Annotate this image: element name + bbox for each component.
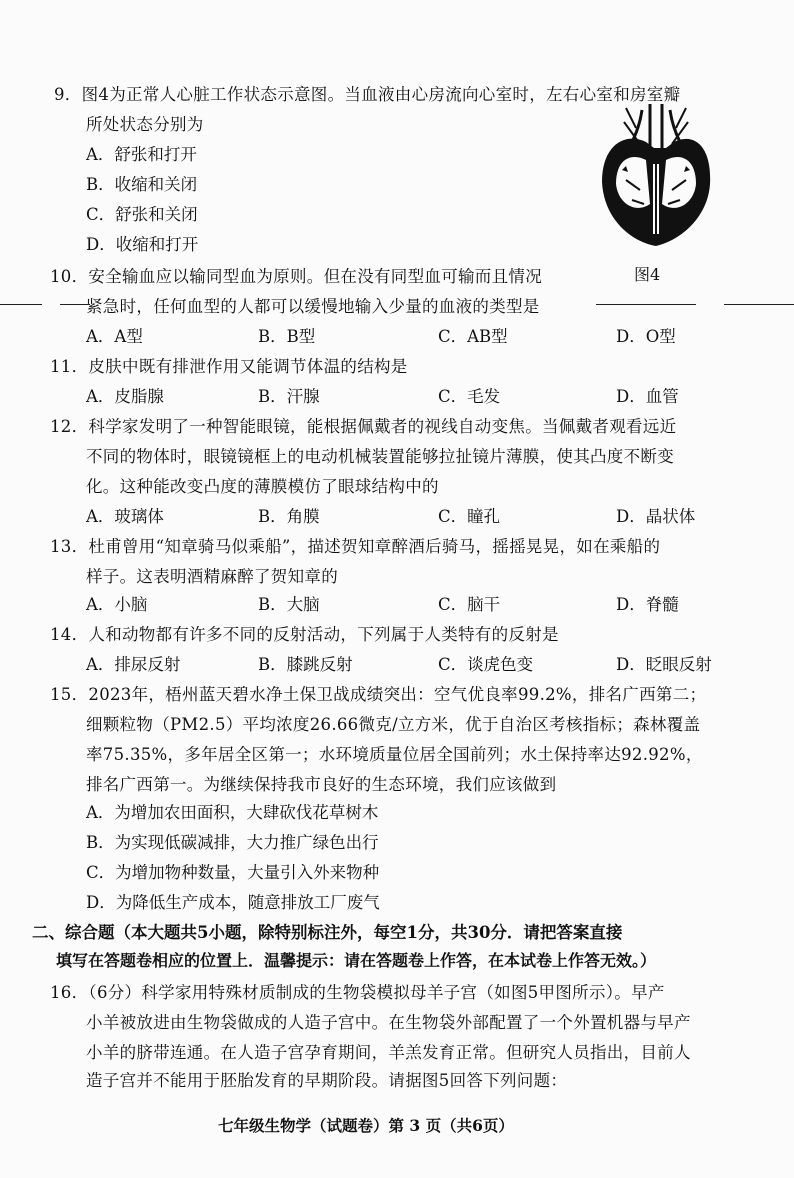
q13-stem-line1: 13．杜甫曾用“知章骑马似乘船”，描述贺知章醉酒后骑马，摇摇晃晃，如在乘船的: [50, 537, 661, 556]
page-footer: 七年级生物学（试题卷）第 3 页（共6页）: [218, 1116, 514, 1135]
q15-stem-line3: 率75.35%，多年居全区第一；水环境质量位居全国前列；水土保持率达92.92%，: [86, 745, 703, 764]
fold-line-left: [0, 304, 42, 305]
q16-stem-line3: 小羊的脐带连通。在人造子宫孕育期间，羊羔发育正常。但研究人员指出，目前人: [86, 1043, 691, 1062]
q14-option-c: C．谈虎色变: [438, 655, 534, 674]
q15-stem-line2: 细颗粒物（PM2.5）平均浓度26.66微克/立方米，优于自治区考核指标；森林覆盖: [86, 715, 701, 734]
q11-stem-line1: 11．皮肤中既有排泄作用又能调节体温的结构是: [50, 357, 408, 376]
q9-stem-line1: 9．图4为正常人心脏工作状态示意图。当血液由心房流向心室时，左右心室和房室瓣: [54, 85, 681, 104]
q13-option-c: C．脑干: [438, 595, 501, 614]
q11-option-d: D．血管: [616, 387, 679, 406]
q12-stem-line2: 不同的物体时，眼镜镜框上的电动机械装置能够拉扯镜片薄膜，使其凸度不断变: [86, 447, 674, 466]
q9-option-b: B．收缩和关闭: [86, 175, 198, 194]
q16-stem-line1: 16．（6分）科学家用特殊材质制成的生物袋模拟母羊子宫（如图5甲图所示）。早产: [50, 983, 665, 1002]
q13-option-b: B．大脑: [258, 595, 320, 614]
q16-stem-line2: 小羊被放进由生物袋做成的人造子宫中。在生物袋外部配置了一个外置机器与早产: [86, 1013, 691, 1032]
q10-option-b: B．B型: [258, 327, 316, 346]
q9-stem-line2: 所处状态分别为: [86, 115, 204, 134]
q11-option-b: B．汗腺: [258, 387, 320, 406]
q12-option-d: D．晶状体: [616, 507, 696, 526]
q12-option-c: C．瞳孔: [438, 507, 501, 526]
q12-option-a: A．玻璃体: [86, 507, 164, 526]
q11-option-a: A．皮脂腺: [86, 387, 164, 406]
heart-diagram-figure: [596, 104, 716, 250]
q15-stem-line4: 排名广西第一。为继续保持我市良好的生态环境，我们应该做到: [86, 775, 557, 794]
section2-heading-line2: 填写在答题卷相应的位置上．温馨提示：请在答题卷上作答，在本试卷上作答无效。）: [56, 951, 657, 970]
q12-stem-line3: 化。这种能改变凸度的薄膜模仿了眼球结构中的: [86, 477, 439, 496]
q10-option-c: C．AB型: [438, 327, 508, 346]
q14-option-b: B．膝跳反射: [258, 655, 353, 674]
q15-option-b: B．为实现低碳减排，大力推广绿色出行: [86, 833, 379, 852]
figure-4-label: 图4: [634, 265, 661, 284]
q14-option-a: A．排尿反射: [86, 655, 181, 674]
q11-option-c: C．毛发: [438, 387, 501, 406]
q15-option-a: A．为增加农田面积，大肆砍伐花草树木: [86, 803, 379, 822]
q12-stem-line1: 12．科学家发明了一种智能眼镜，能根据佩戴者的视线自动变焦。当佩戴者观看远近: [50, 417, 677, 436]
q14-option-d: D．眨眼反射: [616, 655, 712, 674]
fold-line-right: [596, 304, 696, 305]
q13-option-a: A．小脑: [86, 595, 148, 614]
q13-option-d: D．脊髓: [616, 595, 679, 614]
q13-stem-line2: 样子。这表明酒精麻醉了贺知章的: [86, 567, 338, 586]
q14-stem-line1: 14．人和动物都有许多不同的反射活动，下列属于人类特有的反射是: [50, 625, 559, 644]
q15-stem-line1: 15．2023年，梧州蓝天碧水净土保卫战成绩突出：空气优良率99.2%，排名广西第二；: [50, 685, 707, 704]
q9-option-a: A．舒张和打开: [86, 145, 197, 164]
q10-stem-line2: 紧急时，任何血型的人都可以缓慢地输入少量的血液的类型是: [86, 297, 540, 316]
fold-line-edge: [724, 304, 794, 305]
q10-option-a: A．A型: [86, 327, 143, 346]
q12-option-b: B．角膜: [258, 507, 320, 526]
q16-stem-line4: 造子宫并不能用于胚胎发育的早期阶段。请据图5回答下列问题：: [86, 1071, 568, 1090]
q9-option-c: C．舒张和关闭: [86, 205, 198, 224]
q10-option-d: D．O型: [616, 327, 676, 346]
q15-option-d: D．为降低生产成本，随意排放工厂废气: [86, 893, 380, 912]
q10-stem-line1: 10．安全输血应以输同型血为原则。但在没有同型血可输而且情况: [50, 267, 542, 286]
section2-heading-line1: 二、综合题（本大题共5小题，除特别标注外，每空1分，共30分．请把答案直接: [32, 923, 623, 942]
q9-option-d: D．收缩和打开: [86, 235, 199, 254]
q15-option-c: C．为增加物种数量，大量引入外来物种: [86, 863, 380, 882]
